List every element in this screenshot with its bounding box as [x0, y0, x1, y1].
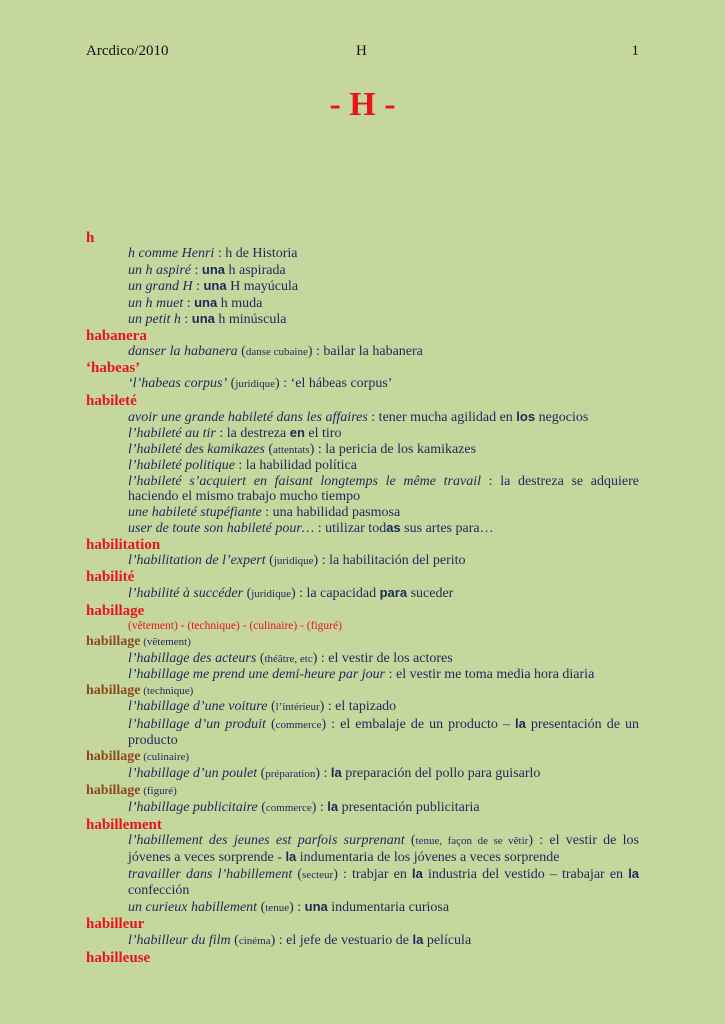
translation-text: indumentaria curiosa: [327, 899, 450, 915]
french-phrase: l’habillage d’un poulet: [128, 766, 258, 781]
translation-text: (: [264, 441, 274, 457]
example-line: [86, 799, 639, 817]
translation-text: h aspirada: [225, 262, 286, 278]
translation-text: (: [404, 832, 416, 848]
example-line: [86, 409, 639, 426]
spanish-emphasis: la: [285, 849, 297, 864]
example-line: [86, 311, 639, 328]
example-line: [86, 667, 639, 683]
example-line: [86, 425, 639, 442]
translation-text: ) : la habilitación del perito: [313, 552, 466, 568]
french-phrase: un h muet: [128, 295, 184, 311]
translation-text: ) : el vestir de los actores: [312, 650, 453, 666]
usage-note: juridique: [273, 554, 314, 567]
header-letter: H: [356, 43, 367, 59]
example-line: [86, 458, 639, 474]
example-line: [86, 442, 639, 459]
usage-note: l’intérieur: [275, 701, 320, 713]
french-phrase: avoir une grande habileté dans les affaires: [128, 409, 368, 425]
translation-text: h minúscula: [214, 312, 287, 327]
page-title: - H -: [329, 86, 396, 123]
french-phrase: danser la habanera: [128, 343, 238, 359]
sub-headword-term: habillage: [86, 682, 141, 698]
translation-text: ) :: [289, 899, 305, 915]
translation-text: h muda: [217, 295, 263, 311]
headword: habanera: [86, 327, 147, 344]
french-phrase: l’habileté au tir: [128, 426, 216, 441]
translation-text: H mayúcula: [226, 279, 299, 294]
sub-headword: [86, 634, 639, 651]
spanish-emphasis: la: [628, 865, 640, 881]
translation-text: (: [265, 552, 274, 568]
usage-note: attentats: [273, 443, 310, 456]
spanish-emphasis: la: [327, 799, 339, 814]
headword: habilleuse: [86, 949, 151, 966]
translation-text: (: [257, 800, 266, 815]
sense-label: (figuré): [140, 784, 177, 797]
example-line: [86, 866, 639, 899]
usage-note: cinéma: [238, 935, 271, 947]
translation-text: (: [227, 376, 236, 391]
translation-text: (: [257, 899, 266, 915]
example-line: [86, 262, 639, 279]
french-phrase: l’habillage d’un produit: [128, 716, 266, 732]
translation-text: (: [257, 766, 266, 781]
translation-text: (: [256, 650, 265, 666]
french-phrase: l’habillage d’une voiture: [128, 699, 268, 714]
example-line: [86, 899, 639, 917]
example-line: [86, 246, 639, 262]
french-phrase: l’habillage me prend une demi-heure par jour: [128, 667, 386, 682]
french-phrase: un petit h: [128, 312, 181, 327]
translation-text: ) : la pericia de los kamikazes: [309, 441, 477, 457]
translation-text: película: [423, 933, 472, 948]
translation-text: indumentaria de los jóvenes a veces sorprende: [296, 850, 560, 865]
translation-text: :: [183, 295, 195, 311]
example-line: [86, 765, 639, 783]
example-line: [86, 651, 639, 668]
translation-text: :: [192, 279, 204, 294]
example-line: [86, 833, 639, 866]
french-phrase: une habileté stupéfiante: [128, 504, 262, 520]
spanish-emphasis: los: [516, 408, 536, 424]
headword: habilleur: [86, 916, 145, 932]
usage-note: tenue, façon de se vêtir: [415, 834, 529, 847]
translation-text: (: [292, 866, 303, 882]
french-phrase: user de toute son habileté pour…: [128, 521, 315, 536]
example-line: [86, 295, 639, 312]
header-source: Arcdico/2010: [86, 43, 169, 59]
spanish-emphasis: la: [411, 865, 423, 881]
example-line: [86, 505, 639, 521]
translation-text: presentación publicitaria: [338, 800, 480, 815]
french-phrase: l’habileté des kamikazes: [128, 441, 265, 457]
example-line: [86, 344, 639, 361]
translation-text: (: [230, 933, 239, 948]
sense-label: (vêtement): [140, 636, 191, 648]
translation-text: (: [243, 586, 252, 601]
sub-headword-term: habillage: [86, 634, 141, 649]
french-phrase: l’habillement des jeunes est parfois surprenant: [128, 832, 405, 848]
headword: habilitation: [86, 536, 161, 553]
french-phrase: ‘l’habeas corpus’: [128, 376, 228, 391]
translation-text: negocios: [535, 409, 589, 425]
usage-note: préparation: [265, 768, 316, 780]
translation-text: ) :: [311, 800, 328, 815]
french-phrase: l’habilité à succéder: [128, 586, 244, 601]
headword: habillement: [86, 816, 162, 833]
headword: habileté: [86, 392, 137, 409]
translation-text: ) :: [315, 766, 331, 781]
translation-text: : la destreza: [215, 426, 290, 441]
usage-note: commerce: [275, 718, 322, 731]
translation-text: ) : ‘el hábeas corpus’: [275, 376, 393, 391]
translation-text: : utilizar tod: [314, 521, 387, 536]
header-page-number: 1: [631, 43, 639, 59]
spanish-emphasis: la: [515, 715, 526, 731]
spanish-emphasis: una: [201, 261, 226, 277]
translation-text: :: [180, 312, 192, 327]
translation-text: preparación del pollo para guisarlo: [341, 766, 541, 781]
translation-text: ) : la capacidad: [290, 586, 380, 601]
example-line: [86, 699, 639, 716]
example-line: [86, 278, 639, 295]
sub-headword: [86, 683, 639, 700]
translation-text: confección: [128, 883, 190, 898]
sense-label: (technique): [140, 684, 194, 697]
sense-label: (culinaire): [140, 750, 190, 763]
spanish-emphasis: en: [289, 425, 305, 440]
french-phrase: l’habileté politique: [128, 458, 235, 473]
translation-text: :: [191, 262, 202, 278]
translation-text: : h de Historia: [214, 246, 298, 261]
usage-note: secteur: [302, 868, 334, 881]
example-line: [86, 585, 639, 603]
french-phrase: un grand H: [128, 279, 193, 294]
french-phrase: l’habillage publicitaire: [128, 800, 258, 815]
usage-note: commerce: [265, 802, 312, 814]
translation-text: (: [267, 699, 276, 714]
sub-headword: [86, 749, 639, 766]
french-phrase: h comme Henri: [128, 246, 215, 261]
spanish-emphasis: una: [203, 278, 227, 293]
usage-note: juridique: [251, 588, 291, 600]
translation-text: presentación de un producto: [128, 716, 639, 748]
translation-text: ) : el embalaje de un producto –: [321, 716, 516, 732]
spanish-emphasis: la: [412, 932, 424, 947]
example-line: [86, 474, 639, 505]
translation-text: industria del vestido – trabajar en: [422, 866, 629, 882]
french-phrase: l’habillage des acteurs: [128, 650, 257, 666]
translation-text: : una habilidad pasmosa: [261, 504, 401, 520]
french-phrase: travailler dans l’habillement: [128, 866, 293, 882]
french-phrase: un h aspiré: [128, 262, 191, 278]
spanish-emphasis: la: [330, 765, 342, 780]
french-phrase: un curieux habillement: [128, 899, 258, 915]
usage-note: juridique: [235, 378, 276, 390]
spanish-emphasis: una: [304, 898, 328, 914]
sub-headword-term: habillage: [86, 782, 141, 798]
example-line: [86, 520, 639, 537]
french-phrase: l’habilleur du film: [128, 933, 231, 948]
sub-headword: [86, 783, 639, 800]
translation-text: ) : bailar la habanera: [307, 343, 423, 359]
example-line: [86, 716, 639, 749]
spanish-emphasis: para: [379, 585, 408, 600]
french-phrase: l’habilitation de l’expert: [128, 552, 266, 568]
sub-headword-term: habillage: [86, 748, 141, 764]
example-line: [86, 376, 639, 393]
usage-note: danse cubaine: [245, 345, 308, 358]
translation-text: : el vestir me toma media hora diaria: [385, 667, 595, 682]
translation-text: (: [237, 343, 246, 359]
headword: habillage: [86, 602, 145, 619]
sense-categories: (vêtement) - (technique) - (culinaire) - (figuré): [128, 619, 342, 632]
example-line: [86, 553, 639, 570]
spanish-emphasis: una: [194, 294, 218, 310]
translation-text: : la destreza se adquiere haciendo el mismo trabajo mucho tiempo: [128, 473, 639, 504]
translation-text: ) : trabjar en: [333, 866, 412, 882]
french-phrase: l’habileté s’acquiert en faisant longtemps le même travail: [128, 473, 481, 489]
spanish-emphasis: as: [386, 520, 401, 535]
usage-note: tenue: [265, 901, 290, 914]
translation-text: sus artes para…: [400, 521, 494, 536]
translation-text: suceder: [407, 586, 454, 601]
translation-text: : tener mucha agilidad en: [367, 409, 517, 425]
translation-text: ) : el jefe de vestuario de: [270, 933, 413, 948]
dictionary-entries: [86, 230, 639, 966]
translation-text: ) : el tapizado: [319, 699, 397, 714]
spanish-emphasis: una: [191, 311, 215, 326]
headword: ‘habeas’: [86, 360, 141, 376]
usage-note: théâtre, etc: [264, 652, 313, 665]
translation-text: el tiro: [304, 426, 342, 441]
translation-text: (: [265, 716, 276, 732]
translation-text: : la habilidad política: [234, 458, 357, 473]
headword: h: [86, 230, 95, 246]
headword: habilité: [86, 569, 135, 585]
translation-text: ) : el vestir de los jóvenes a veces sorprende -: [128, 832, 639, 865]
example-line: [86, 932, 639, 950]
